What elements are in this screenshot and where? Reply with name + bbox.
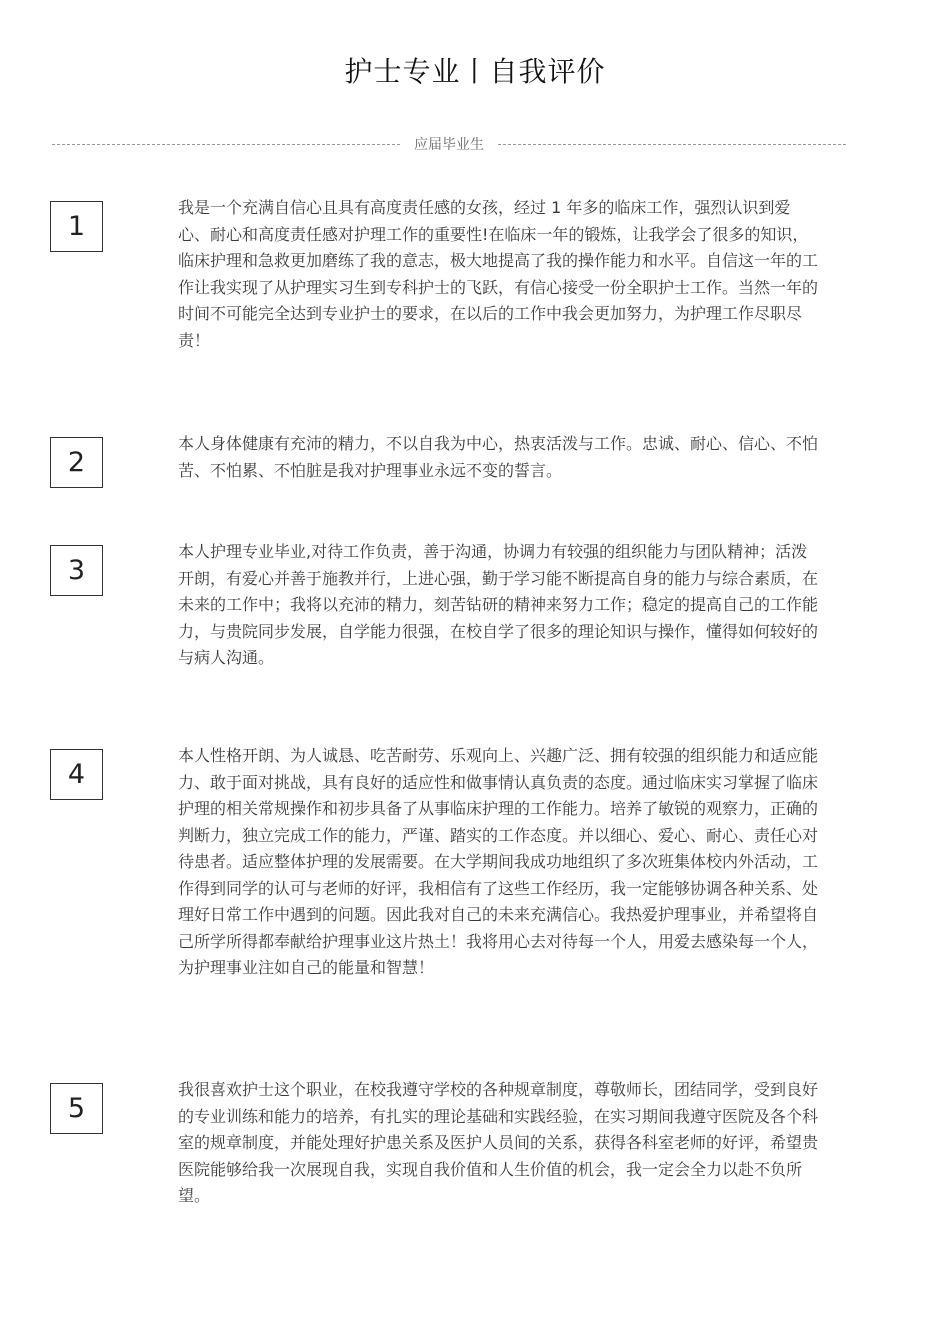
- item-text: 本人护理专业毕业,对待工作负责，善于沟通，协调力有较强的组织能力与团队精神；活泼开朗，有爱心并善于施教并行，上进心强，勤于学习能不断提高自身的能力与综合素质，在未来的工作中；我将以充沛的精力，刻苦钻研的精神来努力工作；稳定的提高自己的工作能力，与贵院同步发展，自学能力很强，在校自学了很多的理论知识与操作，懂得如何较好的与病人沟通。: [178, 542, 819, 667]
- item-number-box: 3: [50, 545, 103, 596]
- item-text: 我是一个充满自信心且具有高度责任感的女孩，经过 1 年多的临床工作，强烈认识到爱心、耐心和高度责任感对护理工作的重要性!在临床一年的锻炼，让我学会了很多的知识，临床护理和急救更加磨练了我的意志，极大地提高了我的操作能力和水平。自信这一年的工作让我实现了从护理实习生到专科护士的飞跃，有信心接受一份全职护士工作。当然一年的时间不可能完全达到专业护士的要求，在以后的工作中我会更加努力，为护理工作尽职尽责！: [178, 198, 819, 350]
- item-number-box: 1: [50, 201, 103, 252]
- item-text: 本人性格开朗、为人诚恳、吃苦耐劳、乐观向上、兴趣广泛、拥有较强的组织能力和适应能力、敢于面对挑战，具有良好的适应性和做事情认真负责的态度。通过临床实习掌握了临床护理的相关常规操作和初步具备了从事临床护理的工作能力。培养了敏锐的观察力，正确的判断力，独立完成工作的能力，严谨、踏实的工作态度。并以细心、爱心、耐心、责任心对待患者。适应整体护理的发展需要。在大学期间我成功地组织了多次班集体校内外活动，工作得到同学的认可与老师的好评，我相信有了这些工作经历，我一定能够协调各种关系、处理好日常工作中遇到的问题。因此我对自己的未来充满信心。我热爱护理事业，并希望将自己所学所得都奉献给护理事业这片热土！我将用心去对待每一个人，用爱去感染每一个人，为护理事业注如自己的能量和智慧！: [178, 746, 819, 977]
- page-title: 护士专业丨自我评价: [344, 55, 606, 88]
- item-number-box: 5: [50, 1083, 103, 1134]
- divider-line-right: [498, 144, 846, 145]
- divider-line-left: [52, 144, 400, 145]
- item-number-box: 4: [50, 749, 103, 800]
- item-number-box: 2: [50, 437, 103, 488]
- item-text: 我很喜欢护士这个职业，在校我遵守学校的各种规章制度，尊敬师长，团结同学，受到良好的专业训练和能力的培养，有扎实的理论基础和实践经验，在实习期间我遵守医院及各个科室的规章制度，并能处理好护患关系及医护人员间的关系，获得各科室老师的好评，希望贵医院能够给我一次展现自我，实现自我价值和人生价值的机会，我一定会全力以赴不负所望。: [178, 1080, 819, 1205]
- page-subtitle: 应届毕业生: [414, 137, 484, 153]
- item-text: 本人身体健康有充沛的精力，不以自我为中心，热衷活泼与工作。忠诚、耐心、信心、不怕苦、不怕累、不怕脏是我对护理事业永远不变的誓言。: [178, 434, 819, 480]
- section-divider: [52, 133, 846, 155]
